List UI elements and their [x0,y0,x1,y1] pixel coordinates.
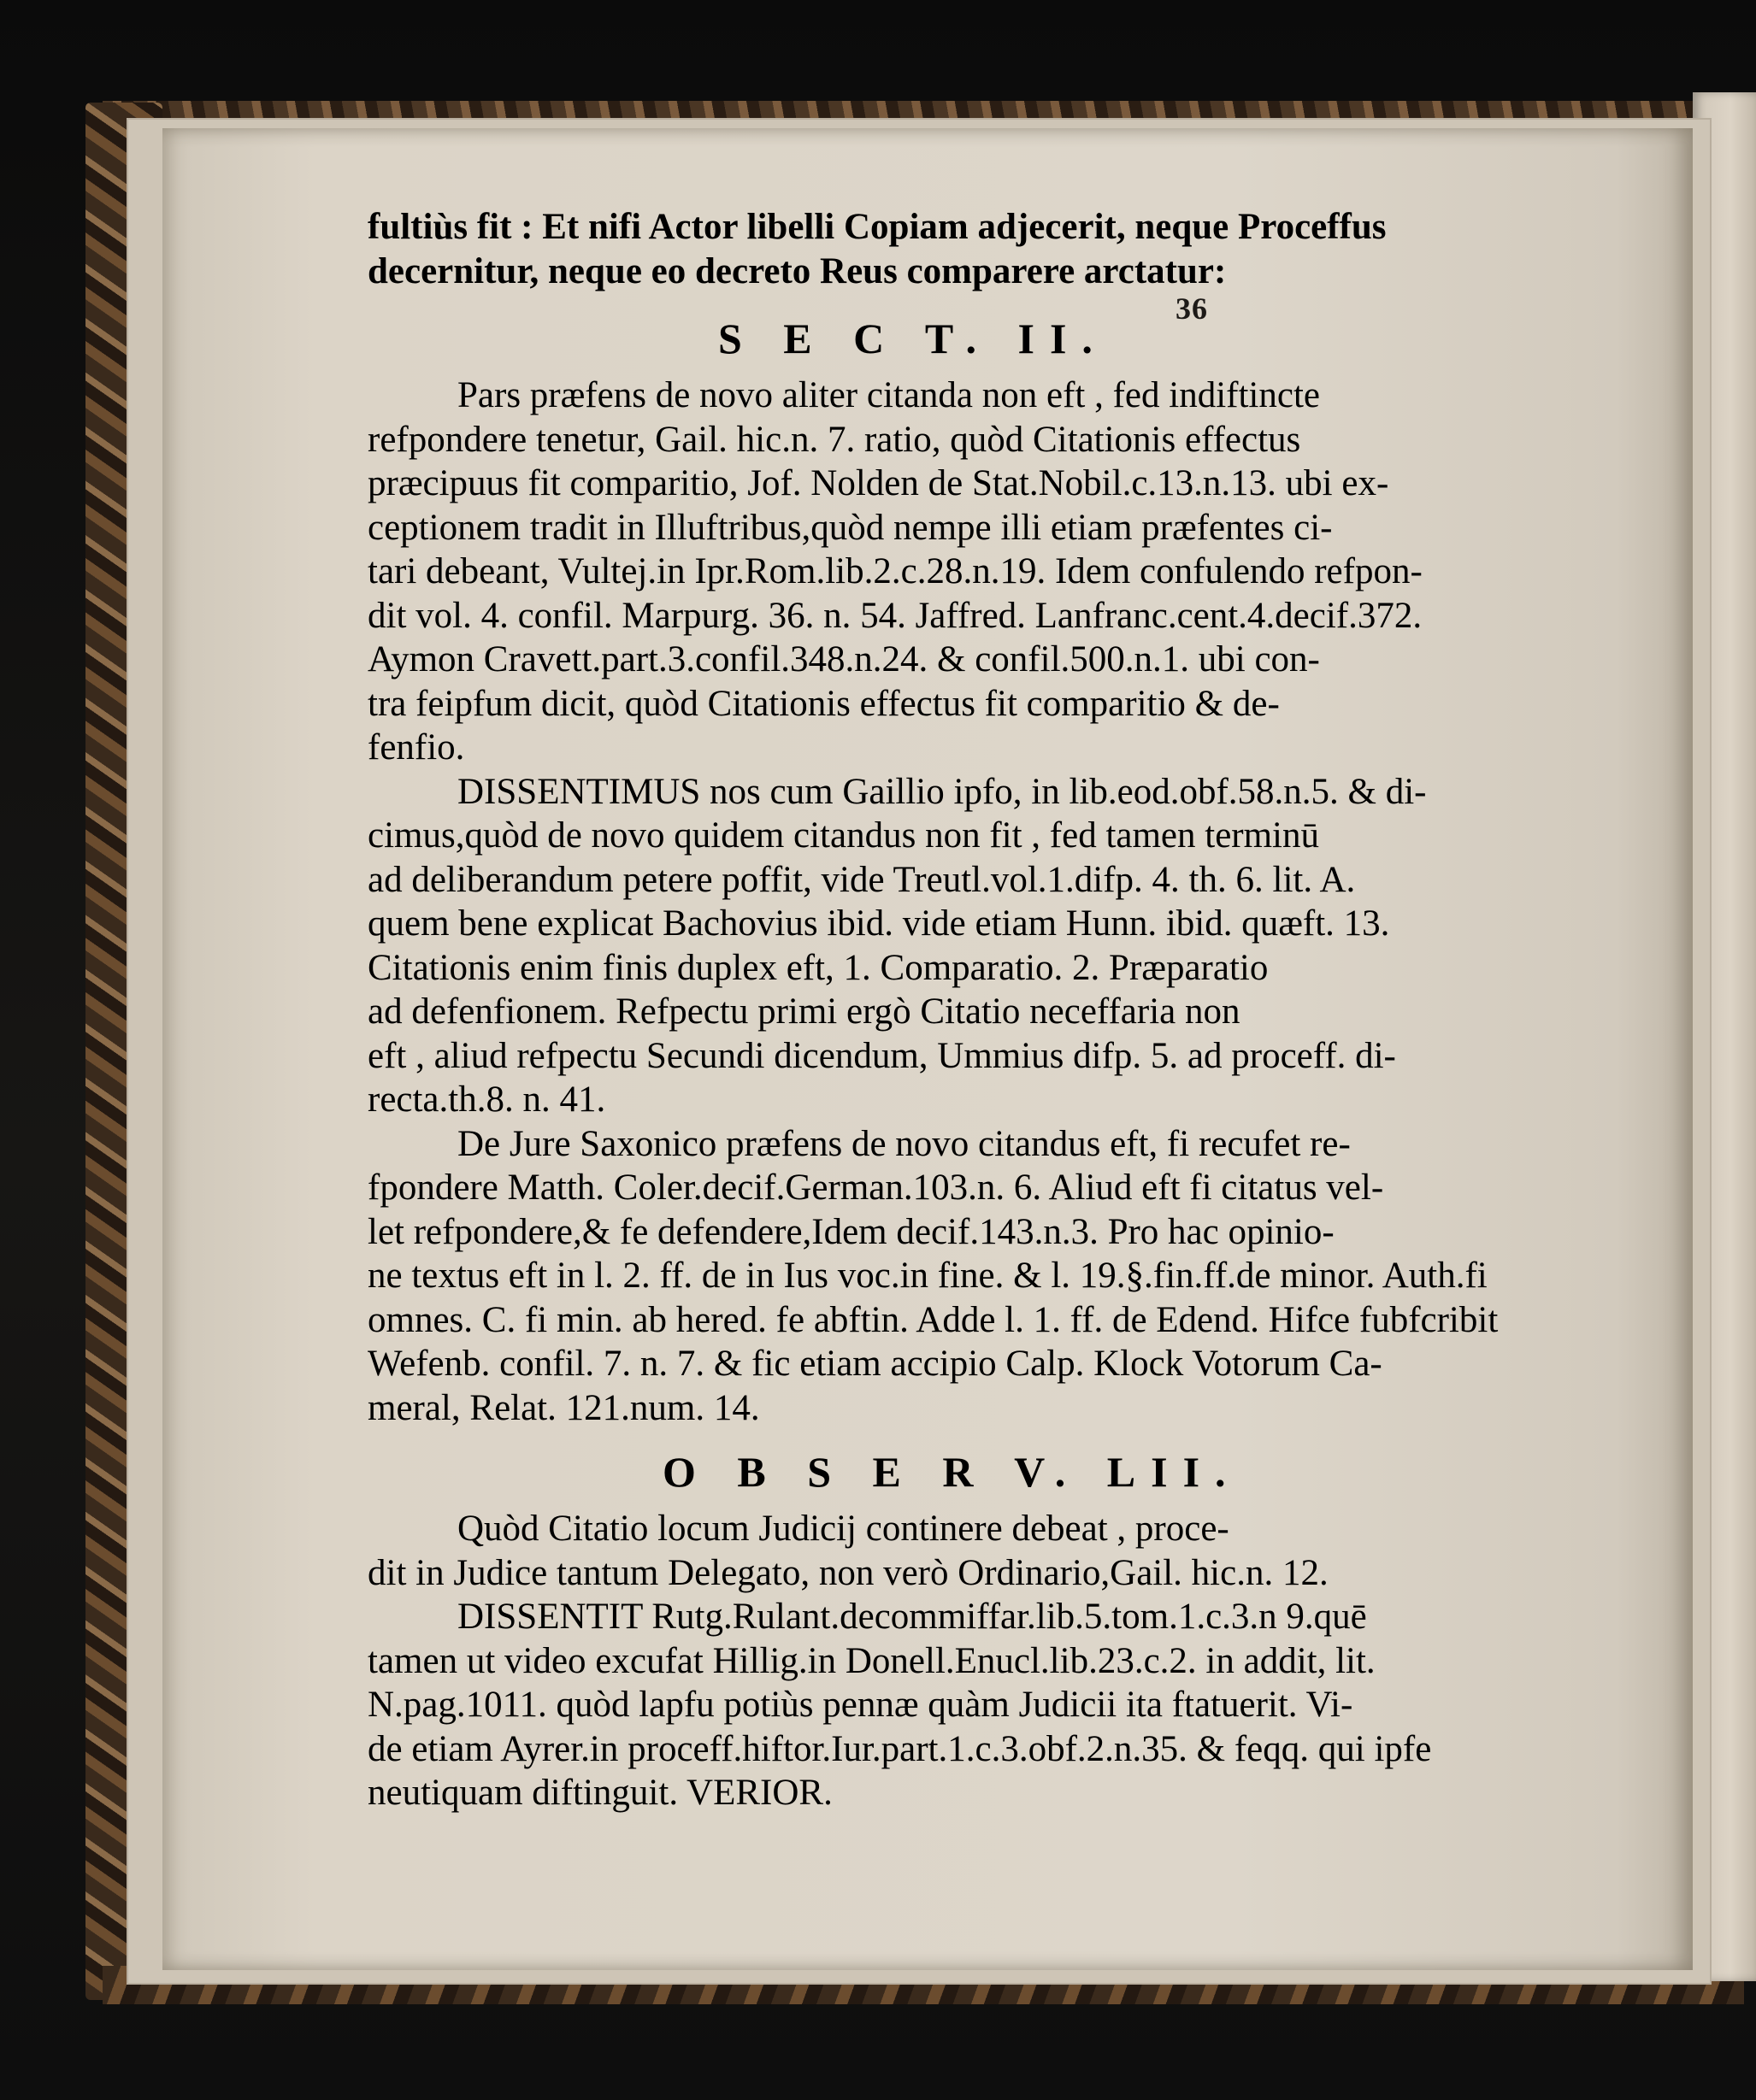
text-line: quem bene explicat Bachovius ibid. vide etiam Hunn. ibid. quæft. 13. [368,903,1390,944]
text-line: let refpondere,& fe defendere,Idem decif.143.n.3. Pro hac opinio- [368,1211,1335,1252]
text-line: tari debeant, Vultej.in Ipr.Rom.lib.2.c.28.n.19. Idem confulendo refpon- [368,551,1423,591]
text-line: recta.th.8. n. 41. [368,1079,606,1120]
text-line: meral, Relat. 121.num. 14. [368,1387,760,1428]
observation-heading: O B S E R V. LII. [663,1448,1241,1496]
text-line: ad defenfionem. Refpectu primi ergò Citatio neceffaria non [368,991,1240,1032]
text-line: præcipuus fit comparitio, Jof. Nolden de Stat.Nobil.c.13.n.13. ubi ex- [368,463,1389,503]
text-line: decernitur, neque eo decreto Reus comparere arctatur: [368,250,1227,291]
page-number: 36 [1176,291,1208,326]
text-line: ne textus eft in l. 2. ff. de in Ius voc.in fine. & l. 19.§.fin.ff.de minor. Auth.fi [368,1256,1488,1296]
text-line: de etiam Ayrer.in proceff.hiftor.Iur.part.1.c.3.obf.2.n.35. & feqq. qui ipfe [368,1728,1432,1769]
text-line: DISSENTIT Rutg.Rulant.decommiffar.lib.5.tom.1.c.3.n 9.quē [457,1597,1367,1637]
text-line: fenfio. [368,727,465,768]
text-line: Pars præfens de novo aliter citanda non eft , fed indiftincte [457,375,1320,415]
text-line: refpondere tenetur, Gail. hic.n. 7. ratio, quòd Citationis effectus [368,419,1301,460]
section-heading: S E C T. II. [718,315,1108,362]
text-line: ad deliberandum petere poffit, vide Treutl.vol.1.difp. 4. th. 6. lit. A. [368,859,1356,900]
text-line: ceptionem tradit in Illuftribus,quòd nempe illi etiam præfentes ci- [368,507,1333,548]
text-line: omnes. C. fi min. ab hered. fe abftin. Adde l. 1. ff. de Edend. Hifce fubfcribit [368,1299,1499,1340]
text-line: DISSENTIMUS nos cum Gaillio ipfo, in lib.eod.obf.58.n.5. & di- [457,771,1427,812]
text-line: cimus,quòd de novo quidem citandus non fit , fed tamen terminū [368,815,1320,856]
text-line: neutiquam diftinguit. VERIOR. [368,1773,833,1813]
text-line: N.pag.1011. quòd lapfu potiùs pennæ quàm Judicii ita ftatuerit. Vi- [368,1685,1353,1725]
text-line: Citationis enim finis duplex eft, 1. Comparatio. 2. Præparatio [368,947,1269,988]
text-line: fultiùs fit : Et nifi Actor libelli Copiam adjecerit, neque Proceffus [368,207,1387,247]
text-line: Quòd Citatio locum Judicij continere debeat , proce- [457,1509,1229,1549]
text-line: tra feipfum dicit, quòd Citationis effectus fit comparitio & de- [368,683,1280,724]
text-line: dit in Judice tantum Delegato, non verò Ordinario,Gail. hic.n. 12. [368,1552,1329,1593]
text-line: fpondere Matth. Coler.decif.German.103.n. 6. Aliud eft fi citatus vel- [368,1168,1384,1208]
text-line: Wefenb. confil. 7. n. 7. & fic etiam accipio Calp. Klock Votorum Ca- [368,1344,1382,1384]
text-line: De Jure Saxonico præfens de novo citandus eft, fi recufet re- [457,1123,1351,1164]
text-line: dit vol. 4. confil. Marpurg. 36. n. 54. Jaffred. Lanfranc.cent.4.decif.372. [368,595,1423,636]
text-line: Aymon Cravett.part.3.confil.348.n.24. & confil.500.n.1. ubi con- [368,639,1320,679]
text-line: tamen ut video excufat Hillig.in Donell.Enucl.lib.23.c.2. in addit, lit. [368,1640,1376,1681]
text-line: eft , aliud refpectu Secundi dicendum, Ummius difp. 5. ad proceff. di- [368,1035,1396,1076]
